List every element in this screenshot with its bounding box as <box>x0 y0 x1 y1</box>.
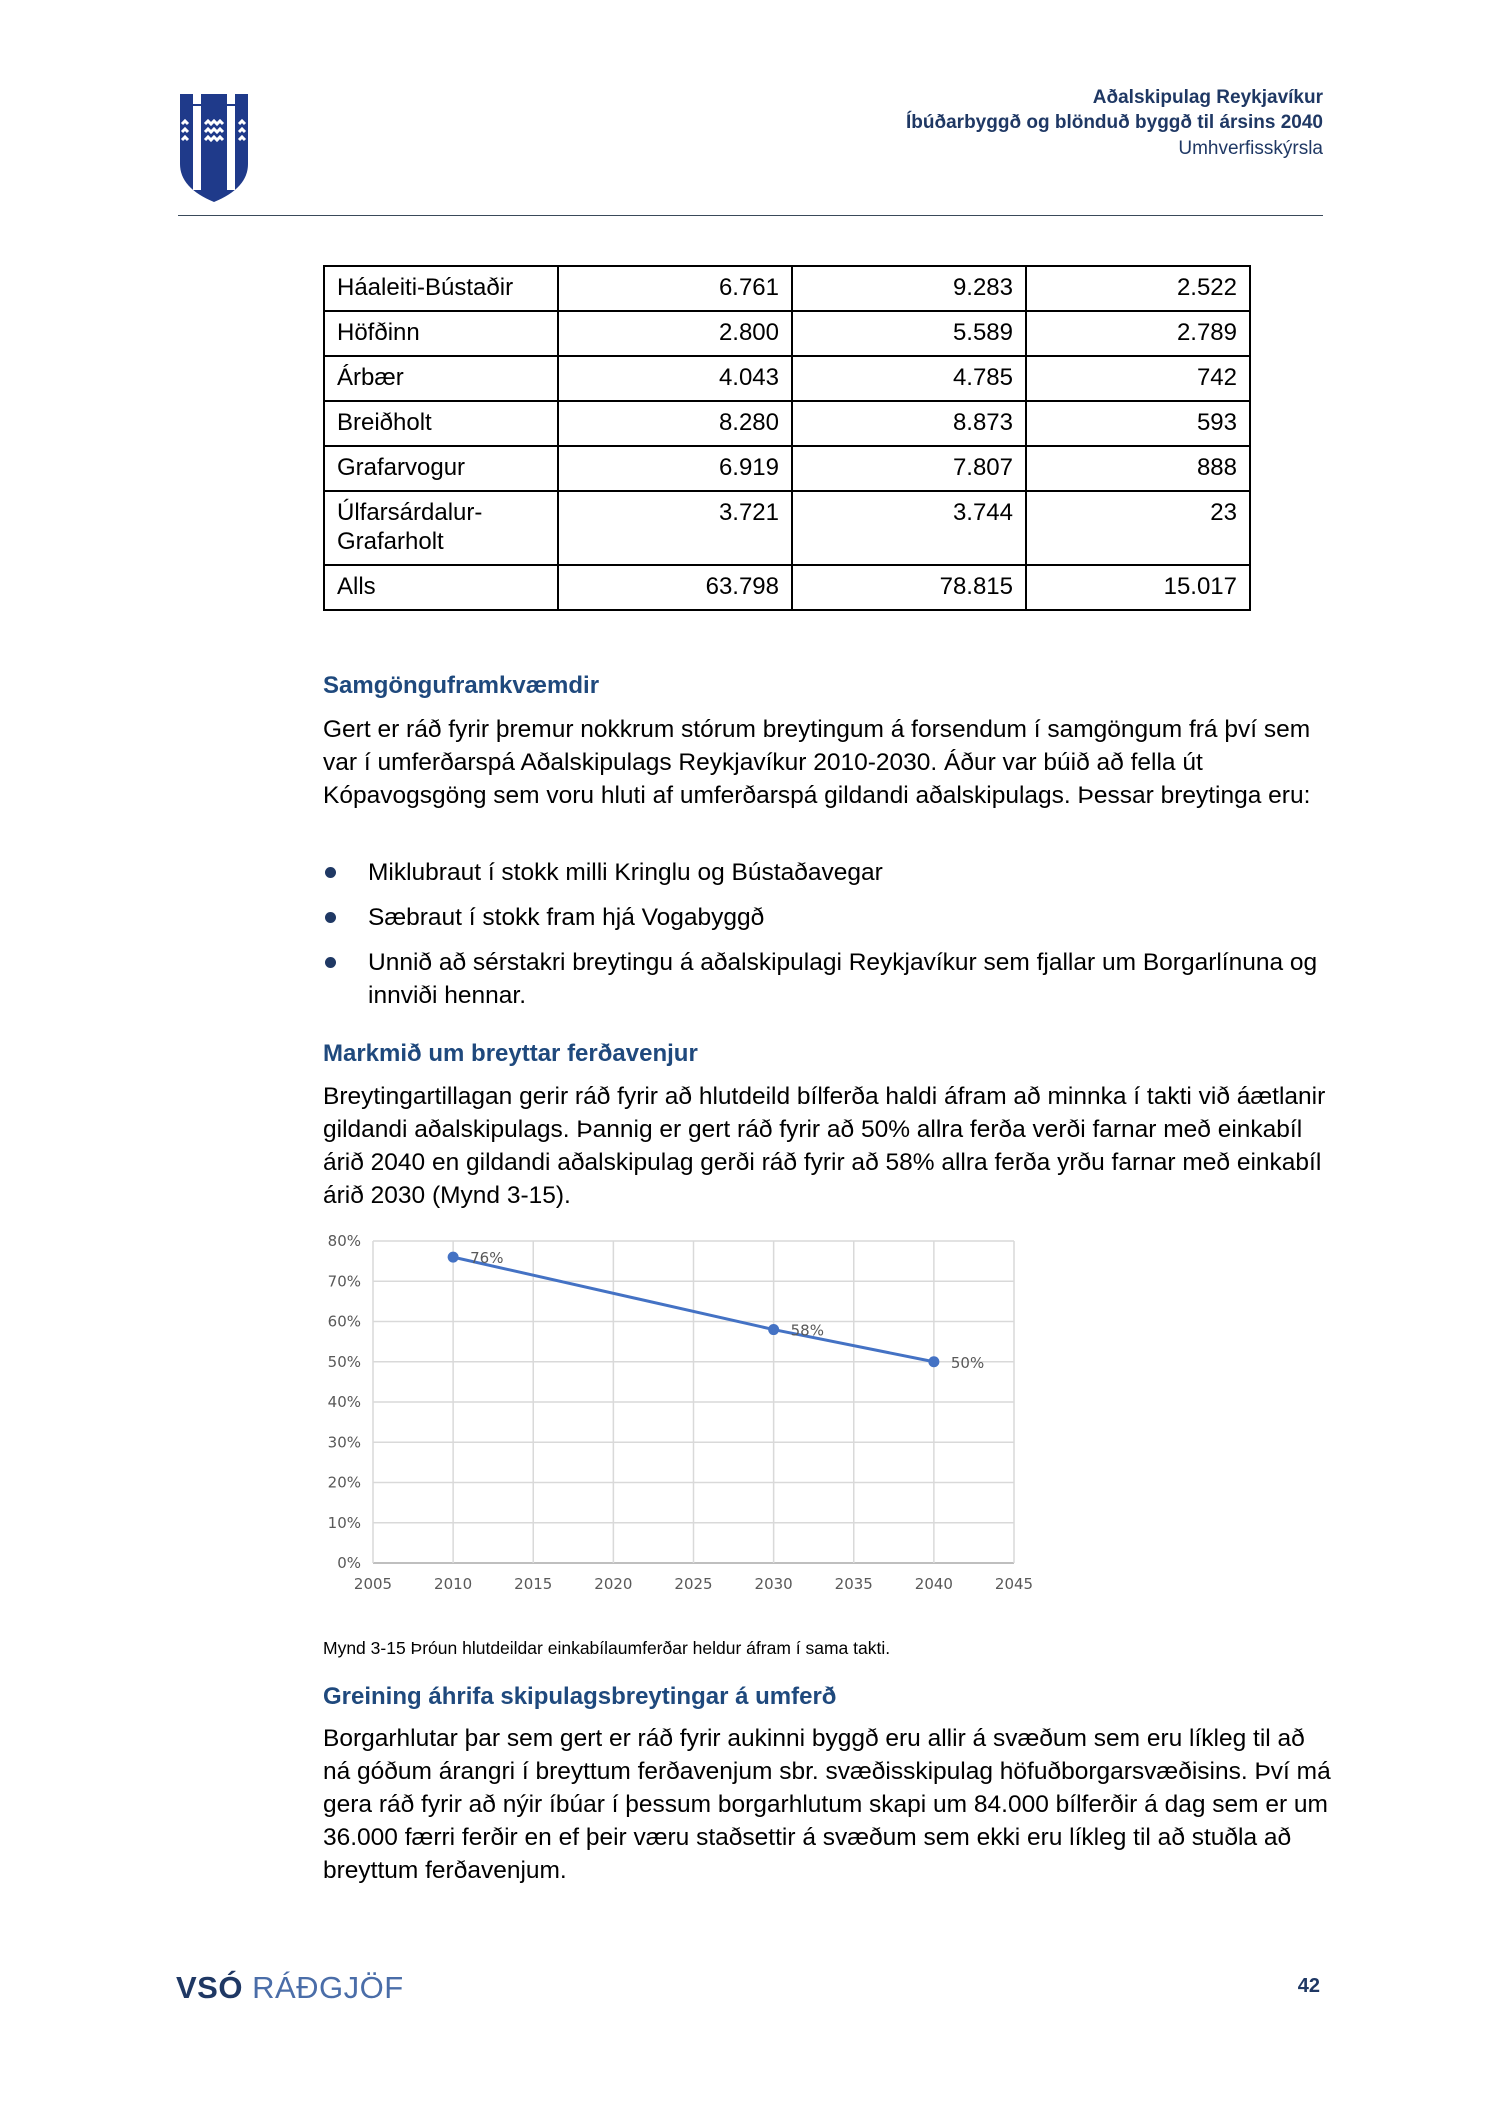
y-tick-label: 10% <box>327 1513 361 1532</box>
header-doc-type: Umhverfisskýrsla <box>1178 138 1323 159</box>
table-cell-value: 4.043 <box>558 356 792 401</box>
list-item: Unnið að sérstakri breytingu á aðalskipulagi Reykjavíkur sem fjallar um Borgarlínuna og innviði hennar. <box>323 946 1333 1012</box>
y-tick-label: 50% <box>327 1352 361 1371</box>
y-tick-label: 70% <box>327 1272 361 1291</box>
bullet-icon <box>325 912 336 923</box>
y-tick-label: 60% <box>327 1312 361 1331</box>
table-cell-district: Breiðholt <box>324 401 558 446</box>
list-item: Sæbraut í stokk fram hjá Vogabyggð <box>323 901 1333 934</box>
table-cell-value: 23 <box>1026 491 1250 565</box>
table-cell-district: Úlfarsárdalur-​Grafarholt <box>324 491 558 565</box>
paragraph-markmid: Breytingartillagan gerir ráð fyrir að hlutdeild bílferða haldi áfram að minnka í takti við áætlanir gildandi aðalskipulags. Þannig er gert ráð fyrir að 50% allra ferða verði farnar með einkabíl árið 2040 en gildandi aðalskipulag gerði ráð fyrir að 58% allra ferða yrðu farnar með einkabíl árið 2030 (Mynd 3-15). <box>323 1083 1326 1209</box>
page-number: 42 <box>1297 1975 1320 1997</box>
header-divider <box>178 215 1323 216</box>
x-tick-label: 2020 <box>594 1575 633 1593</box>
y-tick-label: 80% <box>327 1232 361 1250</box>
table-cell-value: 2.522 <box>1026 266 1250 311</box>
table-cell-value: 8.873 <box>792 401 1026 446</box>
reykjavik-coat-of-arms-icon <box>178 92 250 204</box>
x-tick-label: 2025 <box>674 1575 713 1593</box>
table-cell-value: 2.789 <box>1026 311 1250 356</box>
table-cell-value: 742 <box>1026 356 1250 401</box>
table-cell-district: Grafarvogur <box>324 446 558 491</box>
x-tick-label: 2015 <box>514 1575 553 1593</box>
data-label: 76% <box>470 1249 504 1268</box>
district-table <box>323 265 1251 611</box>
header-subtitle: Íbúðarbyggð og blönduð byggð til ársins 2040 <box>906 112 1323 133</box>
bullet-list <box>323 856 1333 1024</box>
data-label: 50% <box>950 1353 985 1372</box>
y-tick-label: 40% <box>327 1393 361 1411</box>
table-cell-district: Höfðinn <box>324 311 558 356</box>
table-row <box>324 491 1250 565</box>
x-tick-label: 2030 <box>754 1575 793 1593</box>
x-tick-label: 2035 <box>834 1575 873 1593</box>
table-cell-value: 3.744 <box>792 491 1026 565</box>
figure-caption: Mynd 3-15 Þróun hlutdeildar einkabílaumferðar heldur áfram í sama takti. <box>323 1638 891 1658</box>
table-cell-district: Árbær <box>324 356 558 401</box>
table-cell-value: 8.280 <box>558 401 792 446</box>
table-cell-value: 3.721 <box>558 491 792 565</box>
table-cell-value: 63.798 <box>558 565 792 610</box>
section-heading-samgongur: Samgönguframkvæmdir <box>323 672 600 699</box>
table-cell-value: 4.785 <box>792 356 1026 401</box>
x-tick-label: 2040 <box>914 1575 953 1593</box>
x-tick-label: 2005 <box>353 1575 393 1593</box>
table-cell-district: Alls <box>324 565 558 610</box>
table-cell-value: 888 <box>1026 446 1250 491</box>
table-cell-value: 593 <box>1026 401 1250 446</box>
data-point <box>928 1356 939 1367</box>
table-cell-value: 6.919 <box>558 446 792 491</box>
y-tick-label: 20% <box>327 1473 361 1492</box>
table-cell-district: Háaleiti-Bústaðir <box>324 266 558 311</box>
line-chart <box>300 1225 1060 1615</box>
table-row <box>324 565 1250 610</box>
table-cell-value: 6.761 <box>558 266 792 311</box>
table-row <box>324 446 1250 491</box>
table-cell-value: 7.807 <box>792 446 1026 491</box>
table-cell-value: 5.589 <box>792 311 1026 356</box>
paragraph-greining: Borgarhlutar þar sem gert er ráð fyrir aukinni byggð eru allir á svæðum sem eru líkleg til að ná góðum árangri í breyttum ferðavenjum sbr. svæðisskipulag höfuðborgarsvæðisins. Því má gera ráð fyrir að nýir íbúar í þessum borgarhlutum skapi um 84.000 bílferðir á dag sem er um 36.000 færri ferðir en ef þeir væru staðsettir á svæðum sem ekki eru líkleg til að stuðla að breyttum ferðavenjum. <box>323 1725 1331 1884</box>
bullet-icon <box>325 867 336 878</box>
table-row <box>324 356 1250 401</box>
table-row <box>324 266 1250 311</box>
table-cell-value: 78.815 <box>792 565 1026 610</box>
y-tick-label: 30% <box>327 1433 361 1452</box>
table-row <box>324 311 1250 356</box>
table-cell-value: 15.017 <box>1026 565 1250 610</box>
table-row <box>324 401 1250 446</box>
bullet-icon <box>325 957 336 968</box>
data-point <box>448 1252 459 1263</box>
x-tick-label: 2010 <box>434 1575 473 1593</box>
table-cell-value: 2.800 <box>558 311 792 356</box>
section-heading-markmid: Markmið um breyttar ferðavenjur <box>323 1040 698 1067</box>
table-cell-value: 9.283 <box>792 266 1026 311</box>
data-label: 58% <box>790 1321 824 1340</box>
vso-logo: VSÓ RÁÐGJÖF <box>176 1970 404 2005</box>
data-point <box>768 1324 779 1335</box>
header-title: Aðalskipulag Reykjavíkur <box>1092 87 1323 108</box>
list-item: Miklubraut í stokk milli Kringlu og Bústaðavegar <box>323 856 1333 889</box>
paragraph-samgongur: Gert er ráð fyrir þremur nokkrum stórum breytingum á forsendum í samgöngum frá því sem var í umferðarspá Aðalskipulags Reykjavíkur 2010-2030. Áður var búið að fella út Kópavogsgöng sem voru hluti af umferðarspá gildandi aðalskipulags. Þessar breytinga eru: <box>323 716 1311 809</box>
y-tick-label: 0% <box>337 1554 361 1572</box>
section-heading-greining: Greining áhrifa skipulagsbreytingar á umferð <box>323 1683 837 1710</box>
x-tick-label: 2045 <box>994 1575 1034 1593</box>
